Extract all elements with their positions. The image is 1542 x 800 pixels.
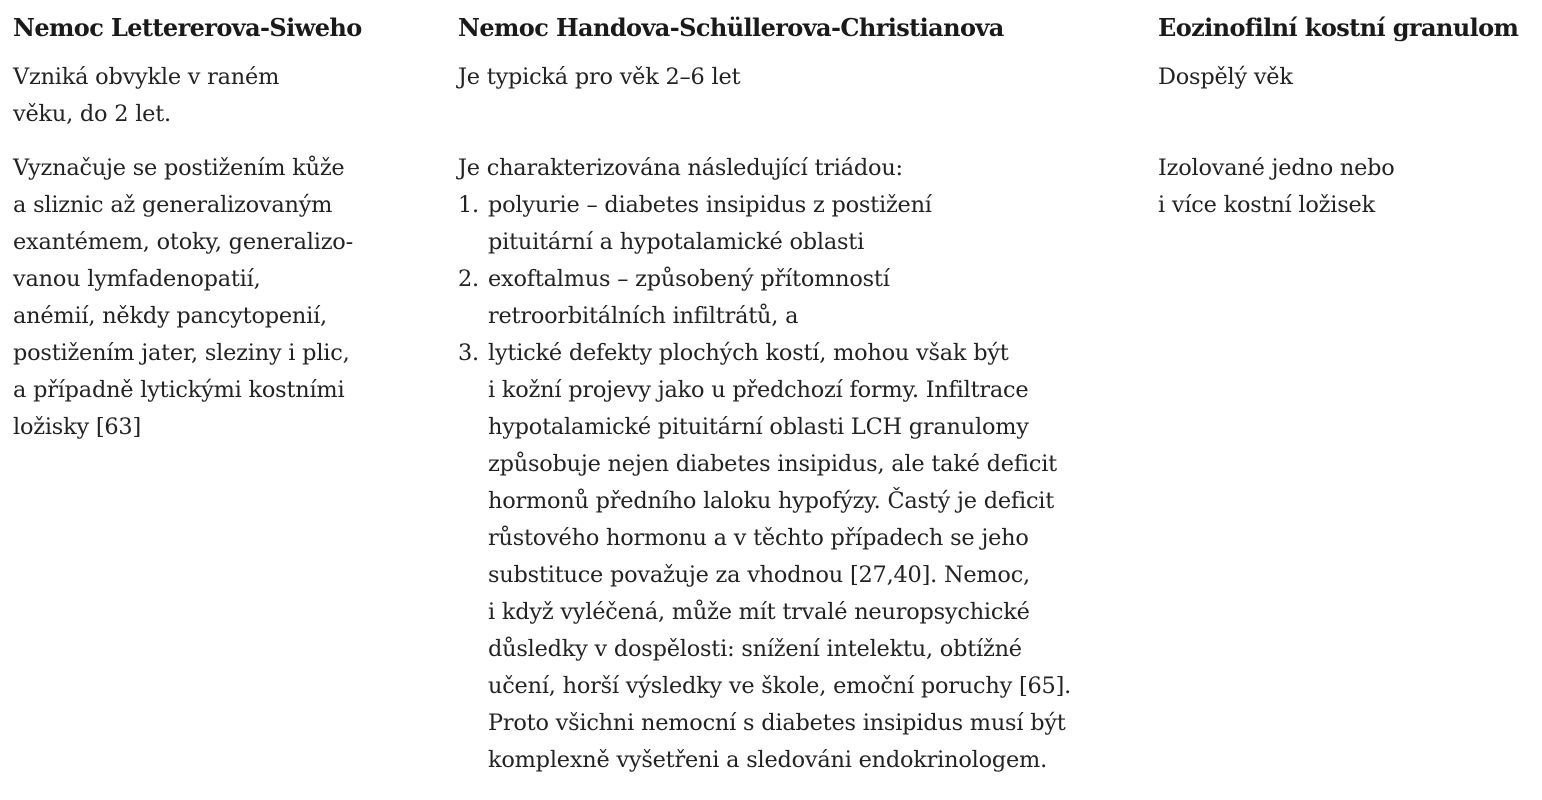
description-cell	[13, 150, 353, 446]
text-line: i více kostní ložisek	[1158, 192, 1375, 218]
text-line: anémií, někdy pancytopenií,	[13, 303, 327, 329]
text-line: Vzniká obvykle v raném	[13, 64, 280, 90]
text-line: komplexně vyšetřeni a sledováni endokrinologem.	[488, 747, 1048, 773]
column-header: Nemoc Handova-Schüllerova-Christianova	[458, 13, 1004, 42]
column-header: Nemoc Lettererova-Siweho	[13, 13, 362, 42]
list-item	[458, 187, 1071, 261]
text-line: i kožní projevy jako u předchozí formy. Infiltrace	[488, 377, 1029, 403]
column-header: Eozinofilní kostní granulom	[1158, 13, 1519, 42]
text-line: retroorbitálních infiltrátů, a	[488, 303, 799, 329]
text-line: Dospělý věk	[1158, 64, 1293, 90]
text-line: polyurie – diabetes insipidus z postižení	[488, 192, 932, 218]
list-number: 1.	[458, 192, 479, 218]
text-line: postižením jater, sleziny i plic,	[13, 340, 350, 366]
text-line: růstového hormonu a v těchto případech se jeho	[488, 525, 1029, 551]
text-line: ložisky [63]	[13, 414, 141, 440]
description-cell	[1158, 150, 1395, 224]
text-line: věku, do 2 let.	[13, 101, 171, 127]
age-cell	[13, 59, 279, 133]
text-line: substituce považuje za vhodnou [27,40]. Nemoc,	[488, 562, 1030, 588]
age-cell	[1158, 59, 1293, 96]
list-item	[458, 261, 1071, 335]
list-item	[458, 335, 1071, 779]
text-line: učení, horší výsledky ve škole, emoční poruchy [65].	[488, 673, 1072, 699]
text-line: vanou lymfadenopatií,	[13, 266, 261, 292]
text-line: způsobuje nejen diabetes insipidus, ale také deficit	[488, 451, 1057, 477]
text-line: Izolované jedno nebo	[1158, 155, 1395, 181]
list-number: 2.	[458, 266, 479, 292]
text-line: a sliznic až generalizovaným	[13, 192, 333, 218]
age-cell	[458, 59, 740, 96]
list-number: 3.	[458, 340, 479, 366]
text-line: i když vyléčená, může mít trvalé neuropsychické	[488, 599, 1030, 625]
text-line: hypotalamické pituitární oblasti LCH granulomy	[488, 414, 1029, 440]
description-cell	[458, 150, 1071, 779]
description-intro: Je charakterizována následující triádou:	[458, 155, 903, 181]
text-line: a případně lytickými kostními	[13, 377, 345, 403]
text-line: pituitární a hypotalamické oblasti	[488, 229, 865, 255]
text-line: Proto všichni nemocní s diabetes insipidus musí být	[488, 710, 1066, 736]
text-line: exoftalmus – způsobený přítomností	[488, 266, 890, 292]
text-line: lytické defekty plochých kostí, mohou však být	[488, 340, 1009, 366]
text-line: důsledky v dospělosti: snížení intelektu, obtížné	[488, 636, 1022, 662]
text-line: hormonů předního laloku hypofýzy. Častý je deficit	[488, 488, 1055, 514]
text-line: Vyznačuje se postižením kůže	[13, 155, 345, 181]
text-line: Je typická pro věk 2–6 let	[458, 64, 741, 90]
text-line: exantémem, otoky, generalizo-	[13, 229, 353, 255]
